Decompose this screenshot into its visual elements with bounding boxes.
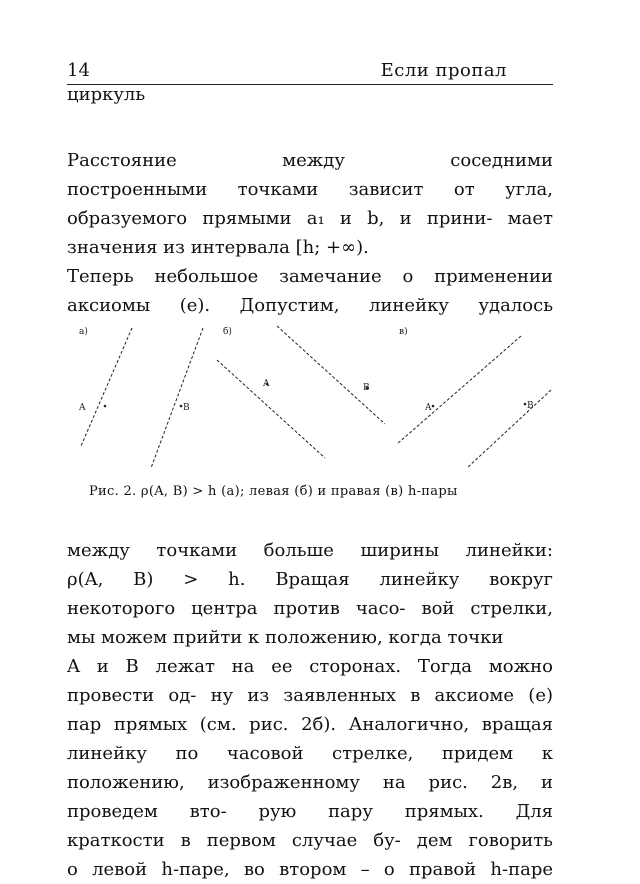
ruler-edge-line xyxy=(217,360,325,458)
text-line: значения из интервала [h; +∞). xyxy=(67,237,369,258)
text-line: краткости в первом случае бу- дем говорить xyxy=(67,830,553,851)
text-line: линейку по часовой стрелке, придем к xyxy=(67,743,553,764)
ruler-edge-line xyxy=(397,336,521,444)
text-line: между точками больше ширины линейки: xyxy=(67,540,553,561)
running-title-continuation: циркуль xyxy=(67,84,146,105)
panel-label: в) xyxy=(399,327,408,337)
point-marker xyxy=(432,405,435,408)
paragraph-3 xyxy=(67,536,553,884)
point-label: B xyxy=(183,403,190,413)
point-label: A xyxy=(425,403,432,413)
point-marker xyxy=(180,405,183,408)
point-label: B xyxy=(363,383,370,393)
running-title: Если пропал xyxy=(380,60,507,81)
paragraph-1 xyxy=(67,146,553,262)
point-marker xyxy=(104,405,107,408)
ruler-edge-line xyxy=(151,328,203,468)
text-line: Расстояние между соседними xyxy=(67,150,553,171)
text-line: A и B лежат на ее сторонах. Тогда можно xyxy=(67,656,553,677)
text-line: положению, изображенному на рис. 2в, и xyxy=(67,772,553,793)
text-line: аксиомы (е). Допустим, линейку удалось xyxy=(67,295,553,316)
panel-label: б) xyxy=(223,327,232,337)
running-header xyxy=(67,60,553,85)
text-line: о левой h-паре, во втором – о правой h-паре xyxy=(67,859,553,880)
figure-2 xyxy=(67,322,553,478)
paragraph-2 xyxy=(67,262,553,320)
text-line: ρ(A, B) > h. Вращая линейку вокруг xyxy=(67,569,553,590)
text-line: построенными точками зависит от угла, xyxy=(67,179,553,200)
point-label: B xyxy=(527,401,534,411)
text-line: Теперь небольшое замечание о применении xyxy=(67,266,553,287)
text-line: некоторого центра против часо- вой стрелки, xyxy=(67,598,553,619)
ruler-edge-line xyxy=(81,328,132,446)
point-label: A xyxy=(79,403,86,413)
text-line: мы можем прийти к положению, когда точки xyxy=(67,627,504,648)
point-label: A xyxy=(263,379,270,389)
figure-drawing xyxy=(67,322,553,478)
page-number: 14 xyxy=(67,60,90,81)
text-line: пар прямых (см. рис. 2б). Аналогично, вращая xyxy=(67,714,553,735)
ruler-edge-line xyxy=(277,326,385,424)
figure-caption: Рис. 2. ρ(A, B) > h (а); левая (б) и правая (в) h-пары xyxy=(89,484,458,499)
point-marker xyxy=(524,403,527,406)
ruler-edge-line xyxy=(467,390,551,468)
panel-label: а) xyxy=(79,327,88,337)
text-line: образуемого прямыми a₁ и b, и прини- мает xyxy=(67,208,553,229)
text-line: провести од- ну из заявленных в аксиоме (е) xyxy=(67,685,553,706)
text-line: проведем вто- рую пару прямых. Для xyxy=(67,801,553,822)
